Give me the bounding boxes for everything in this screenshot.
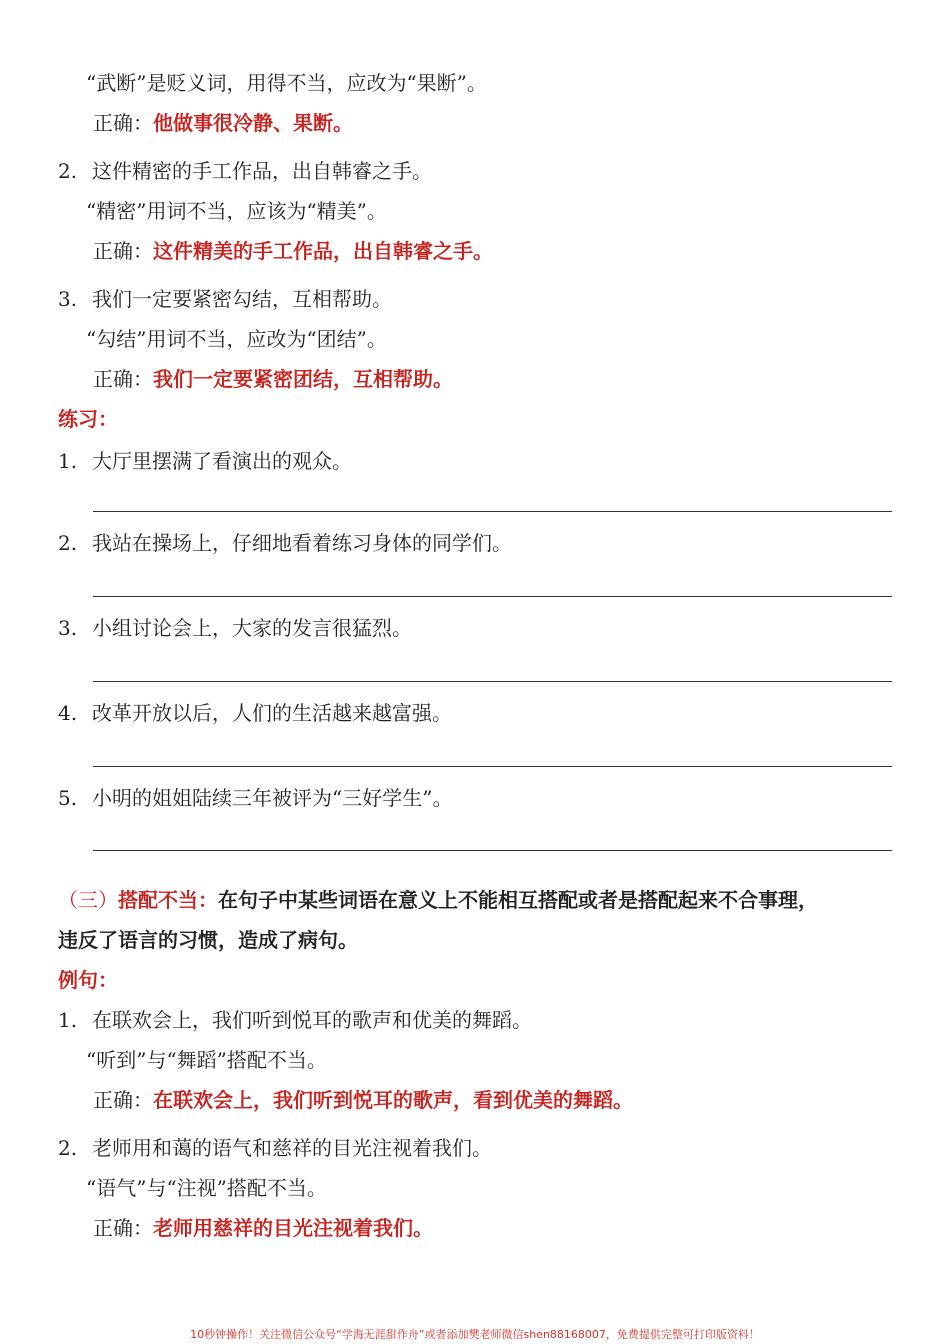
example-number: 3. — [58, 287, 78, 311]
correct-text: 老师用慈祥的目光注视着我们。 — [153, 1216, 433, 1240]
correct-answer — [93, 366, 453, 392]
practice-text: 小组讨论会上，大家的发言很猛烈。 — [92, 616, 412, 640]
example-number: 1. — [58, 1008, 78, 1032]
example-explanation: “听到”与“舞蹈”搭配不当。 — [86, 1048, 327, 1072]
example-sentence — [58, 158, 432, 184]
correct-text: 他做事很冷静、果断。 — [153, 111, 353, 135]
practice-text: 改革开放以后，人们的生活越来越富强。 — [92, 701, 452, 725]
correct-label: 正确： — [93, 239, 153, 263]
section-prefix: （三） — [58, 888, 118, 912]
practice-item — [58, 530, 512, 556]
correct-label: 正确： — [93, 1216, 153, 1240]
example-explanation: “武断”是贬义词，用得不当，应改为“果断”。 — [86, 71, 487, 95]
answer-line[interactable] — [93, 596, 892, 597]
practice-item — [58, 700, 452, 726]
example-explanation: “勾结”用词不当，应改为“团结”。 — [86, 327, 387, 351]
section-description: 在句子中某些词语在意义上不能相互搭配或者是搭配起来不合事理， — [218, 888, 818, 912]
example-sentence — [58, 1007, 532, 1033]
correct-label: 正确： — [93, 111, 153, 135]
correct-label: 正确： — [93, 1088, 153, 1112]
answer-line[interactable] — [93, 511, 892, 512]
practice-number: 3. — [58, 616, 78, 640]
section-title: 搭配不当： — [118, 888, 218, 912]
example-explanation: “语气”与“注视”搭配不当。 — [86, 1176, 327, 1200]
correct-answer — [93, 1087, 633, 1113]
practice-text: 大厅里摆满了看演出的观众。 — [92, 449, 352, 473]
answer-line[interactable] — [93, 681, 892, 682]
practice-number: 1. — [58, 449, 78, 473]
section-description-cont: 违反了语言的习惯，造成了病句。 — [58, 928, 358, 952]
example-heading: 例句： — [58, 968, 118, 992]
practice-item — [58, 448, 352, 474]
footer-notice: 10秒钟操作！关注微信公众号“学海无涯甜作舟”或者添加樊老师微信shen88168007，免费提供完整可打印版资料！ — [190, 1328, 760, 1341]
practice-text: 小明的姐姐陆续三年被评为“三好学生”。 — [92, 786, 453, 810]
practice-number: 2. — [58, 531, 78, 555]
practice-item — [58, 785, 452, 811]
practice-text: 我站在操场上，仔细地看着练习身体的同学们。 — [92, 531, 512, 555]
section-heading — [58, 887, 818, 913]
example-text: 我们一定要紧密勾结，互相帮助。 — [92, 287, 392, 311]
answer-line[interactable] — [93, 766, 892, 767]
example-sentence — [58, 1135, 492, 1161]
correct-text: 这件精美的手工作品，出自韩睿之手。 — [153, 239, 493, 263]
example-text: 老师用和蔼的语气和慈祥的目光注视着我们。 — [92, 1136, 492, 1160]
correct-label: 正确： — [93, 367, 153, 391]
example-text: 这件精密的手工作品，出自韩睿之手。 — [92, 159, 432, 183]
practice-number: 4. — [58, 701, 78, 725]
correct-answer — [93, 238, 493, 264]
example-explanation: “精密”用词不当，应该为“精美”。 — [86, 199, 387, 223]
answer-line[interactable] — [93, 850, 892, 851]
practice-item — [58, 615, 412, 641]
practice-number: 5. — [58, 786, 78, 810]
example-number: 2. — [58, 1136, 78, 1160]
example-number: 2. — [58, 159, 78, 183]
correct-text: 我们一定要紧密团结，互相帮助。 — [153, 367, 453, 391]
correct-text: 在联欢会上，我们听到悦耳的歌声，看到优美的舞蹈。 — [153, 1088, 633, 1112]
correct-answer — [93, 1215, 433, 1241]
example-sentence — [58, 286, 392, 312]
example-text: 在联欢会上，我们听到悦耳的歌声和优美的舞蹈。 — [92, 1008, 532, 1032]
correct-answer — [93, 110, 353, 136]
practice-heading: 练习： — [58, 407, 118, 431]
